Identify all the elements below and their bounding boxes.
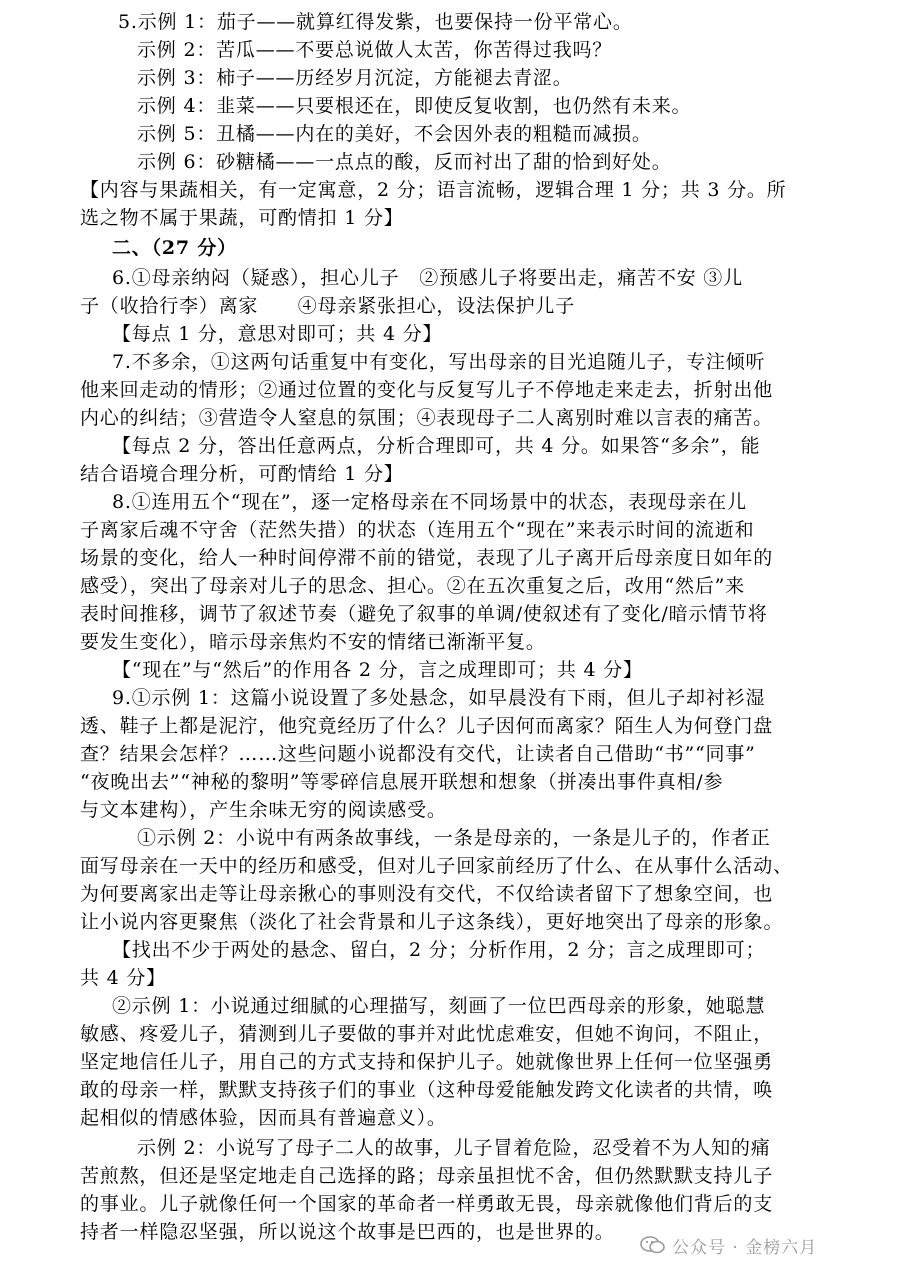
answer-9-part-2-line-3: 坚定地信任儿子，用自己的方式支持和保护儿子。她就像世界上任何一位坚强勇 bbox=[80, 1051, 774, 1073]
answer-8-line-6: 要发生变化），暗示母亲焦灼不安的情绪已渐渐平复。 bbox=[80, 631, 546, 653]
answer-5-example-2: 示例 2：苦瓜——不要总说做人太苦，你苦得过我吗？ bbox=[137, 39, 613, 61]
answer-9-part-2-example-2-line-4: 持者一样隐忍坚强，所以说这个故事是巴西的，也是世界的。 bbox=[80, 1221, 615, 1243]
answer-5-example-5: 示例 5：丑橘——内在的美好，不会因外表的粗糙而减损。 bbox=[137, 123, 652, 145]
answer-6-line-1: 6.①母亲纳闷（疑惑），担心儿子 ②预感儿子将要出走，痛苦不安 ③儿 bbox=[112, 267, 743, 289]
scoring-note-8: 【“现在”与“然后”的作用各 2 分，言之成理即可；共 4 分】 bbox=[112, 659, 643, 681]
answer-7-line-1: 7.不多余，①这两句话重复中有变化，写出母亲的目光追随儿子，专注倾听 bbox=[112, 351, 766, 373]
scoring-note-6: 【每点 1 分，意思对即可；共 4 分】 bbox=[112, 323, 443, 345]
answer-5-example-6: 示例 6：砂糖橘——一点点的酸，反而衬出了甜的恰到好处。 bbox=[137, 151, 672, 173]
answer-9-part-2-example-2-line-2: 苦煎熬，但还是坚定地走自己选择的路；母亲虽担忧不舍，但仍然默默支持儿子 bbox=[80, 1165, 774, 1187]
answer-8-line-5: 表时间推移，调节了叙述节奏（避免了叙事的单调/使叙述有了变化/暗示情节将 bbox=[80, 603, 768, 625]
scoring-note-5-line-2: 选之物不属于果蔬，可酌情扣 1 分】 bbox=[80, 207, 404, 229]
answer-9-example-2-line-3: 为何要离家出走等让母亲揪心的事则没有交代，不仅给读者留下了想象空间，也 bbox=[80, 883, 774, 905]
answer-8-line-2: 子离家后魂不守舍（茫然失措）的状态（连用五个“现在”来表示时间的流逝和 bbox=[80, 519, 755, 541]
answer-8-line-1: 8.①连用五个“现在”，逐一定格母亲在不同场景中的状态，表现母亲在儿 bbox=[112, 491, 747, 513]
section-two-heading: 二、（27 分） bbox=[112, 237, 237, 259]
answer-9-line-4: “夜晚出去”“神秘的黎明”等零碎信息展开联想和想象（拼凑出事件真相/参 bbox=[80, 771, 724, 793]
scoring-note-9-part-1-line-2: 共 4 分】 bbox=[80, 967, 166, 989]
answer-9-part-2-line-2: 敏感、疼爱儿子，猜测到儿子要做的事并对此忧虑难安，但她不询问，不阻止， bbox=[80, 1023, 774, 1045]
answer-9-line-5: 与文本建构），产生余味无穷的阅读感受。 bbox=[80, 799, 447, 821]
answer-9-line-3: 查？结果会怎样？……这些问题小说都没有交代，让读者自己借助“书”“同事” bbox=[80, 743, 756, 765]
wechat-icon bbox=[640, 1235, 666, 1255]
watermark bbox=[640, 1230, 817, 1260]
scoring-note-7-line-1: 【每点 2 分，答出任意两点，分析合理即可，共 4 分。如果答“多余”，能 bbox=[112, 435, 761, 457]
scoring-note-5-line-1: 【内容与果蔬相关，有一定寓意，2 分；语言流畅，逻辑合理 1 分；共 3 分。所 bbox=[80, 179, 787, 201]
answer-6-line-2: 子（收拾行李）离家 ④母亲紧张担心，设法保护儿子 bbox=[80, 295, 576, 317]
scoring-note-9-part-1-line-1: 【找出不少于两处的悬念、留白，2 分；分析作用，2 分；言之成理即可； bbox=[112, 939, 766, 961]
answer-7-line-2: 他来回走动的情形；②通过位置的变化与反复写儿子不停地走来走去，折射出他 bbox=[80, 379, 774, 401]
answer-5-example-1: 5.示例 1：茄子——就算红得发紫，也要保持一份平常心。 bbox=[118, 11, 633, 33]
answer-7-line-3: 内心的纠结；③营造令人窒息的氛围；④表现母子二人离别时难以言表的痛苦。 bbox=[80, 407, 774, 429]
answer-9-part-2-line-4: 敢的母亲一样，默默支持孩子们的事业（这种母爱能触发跨文化读者的共情，唤 bbox=[80, 1079, 774, 1101]
answer-8-line-3: 场景的变化，给人一种时间停滞不前的错觉，表现了儿子离开后母亲度日如年的 bbox=[80, 547, 774, 569]
watermark-text: 公众号 · 金榜六月 bbox=[672, 1237, 818, 1258]
answer-5-example-4: 示例 4：韭菜——只要根还在，即使反复收割，也仍然有未来。 bbox=[137, 95, 692, 117]
answer-9-part-2-example-2-line-3: 的事业。儿子就像任何一个国家的革命者一样勇敢无畏，母亲就像他们背后的支 bbox=[80, 1193, 774, 1215]
answer-9-line-2: 透、鞋子上都是泥泞，他究竟经历了什么？儿子因何而离家？陌生人为何登门盘 bbox=[80, 715, 774, 737]
answer-9-example-2-line-4: 让小说内容更聚焦（淡化了社会背景和儿子这条线），更好地突出了母亲的形象。 bbox=[80, 911, 784, 933]
answer-8-line-4: 感受），突出了母亲对儿子的思念、担心。②在五次重复之后，改用“然后”来 bbox=[80, 575, 745, 597]
answer-5-example-3: 示例 3：柿子——历经岁月沉淀，方能褪去青涩。 bbox=[137, 67, 573, 89]
answer-9-part-2-line-5: 起相似的情感体验，因而具有普遍意义）。 bbox=[80, 1107, 447, 1129]
answer-9-example-2-line-2: 面写母亲在一天中的经历和感受，但对儿子回家前经历了什么、在从事什么活动、 bbox=[80, 855, 793, 877]
answer-9-part-2-line-1: ②示例 1：小说通过细腻的心理描写，刻画了一位巴西母亲的形象，她聪慧 bbox=[112, 995, 766, 1017]
answer-9-example-2-line-1: ①示例 2：小说中有两条故事线，一条是母亲的，一条是儿子的，作者正 bbox=[137, 827, 771, 849]
answer-9-line-1: 9.①示例 1：这篇小说设置了多处悬念，如早晨没有下雨，但儿子却衬衫湿 bbox=[112, 687, 766, 709]
answer-9-part-2-example-2-line-1: 示例 2：小说写了母子二人的故事，儿子冒着危险，忍受着不为人知的痛 bbox=[137, 1137, 771, 1159]
scoring-note-7-line-2: 结合语境合理分析，可酌情给 1 分】 bbox=[80, 463, 404, 485]
